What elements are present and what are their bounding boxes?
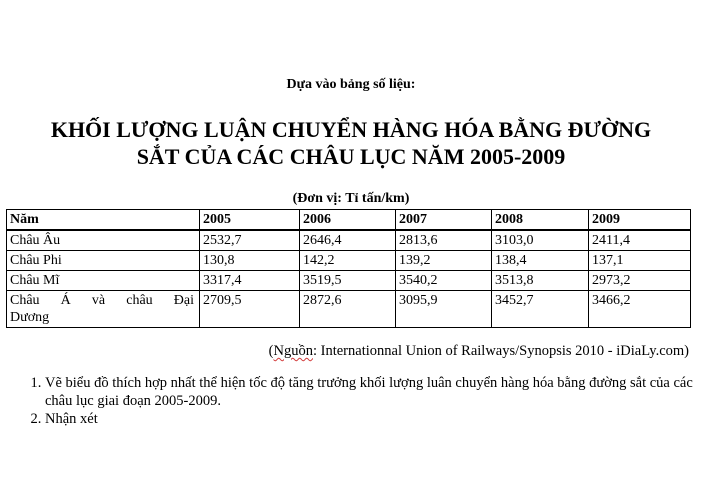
list-item: 2. Nhận xét: [45, 410, 694, 428]
list-item: 1. Vẽ biểu đồ thích hợp nhất thể hiện tốc độ tăng trưởng khối lượng luân chuyển hàng hóa bằng đường sắt của các châu lục giai đoạn 2005-2009.: [45, 374, 694, 410]
row-label: [7, 291, 200, 328]
table-cell: 142,2: [300, 251, 396, 271]
row-label: Châu Phi: [7, 251, 200, 271]
table-cell: 3095,9: [396, 291, 492, 328]
table-cell: 3540,2: [396, 271, 492, 291]
source-citation: (Nguồn: Internationnal Union of Railways/Synopsis 2010 - iDiaLy.com): [268, 343, 689, 359]
table-cell: 139,2: [396, 251, 492, 271]
table-cell: 3317,4: [200, 271, 300, 291]
header-cell: 2008: [492, 210, 589, 231]
table-cell: 137,1: [589, 251, 691, 271]
table-header-row: [7, 210, 691, 231]
table-cell: 3466,2: [589, 291, 691, 328]
table-cell: 3452,7: [492, 291, 589, 328]
table-cell: 2411,4: [589, 230, 691, 251]
table-cell: 2646,4: [300, 230, 396, 251]
header-cell-year: Năm: [7, 210, 200, 231]
table-row: [7, 291, 691, 328]
table-cell: 2813,6: [396, 230, 492, 251]
row-label: Châu Âu: [7, 230, 200, 251]
spellcheck-underlined-word: Nguồn: [273, 343, 313, 359]
table-cell: 2973,2: [589, 271, 691, 291]
table-cell: 3519,5: [300, 271, 396, 291]
data-table: [6, 209, 691, 328]
unit-label: (Đơn vị: Tỉ tấn/km): [292, 191, 410, 206]
title-line-1: KHỐI LƯỢNG LUẬN CHUYỂN HÀNG HÓA BẰNG ĐƯỜNG: [50, 117, 652, 142]
table-cell: 2709,5: [200, 291, 300, 328]
intro-text: Dựa vào bảng số liệu:: [286, 77, 416, 92]
table-cell: 2872,6: [300, 291, 396, 328]
page-title: [0, 116, 702, 170]
row-label-line-2: Dương: [10, 310, 50, 325]
row-label: Châu Mĩ: [7, 271, 200, 291]
table-row: [7, 230, 691, 251]
table-cell: 138,4: [492, 251, 589, 271]
task-list: [14, 374, 694, 428]
table-cell: 130,8: [200, 251, 300, 271]
table-row: [7, 251, 691, 271]
header-cell: 2005: [200, 210, 300, 231]
header-cell: 2007: [396, 210, 492, 231]
table-cell: 3103,0: [492, 230, 589, 251]
table-cell: 3513,8: [492, 271, 589, 291]
header-cell: 2009: [589, 210, 691, 231]
header-cell: 2006: [300, 210, 396, 231]
table-cell: 2532,7: [200, 230, 300, 251]
row-label-line-1: Châu Á và châu Đại: [10, 293, 194, 308]
title-line-2: SẮT CỦA CÁC CHÂU LỤC NĂM 2005-2009: [136, 144, 566, 169]
table-row: [7, 271, 691, 291]
